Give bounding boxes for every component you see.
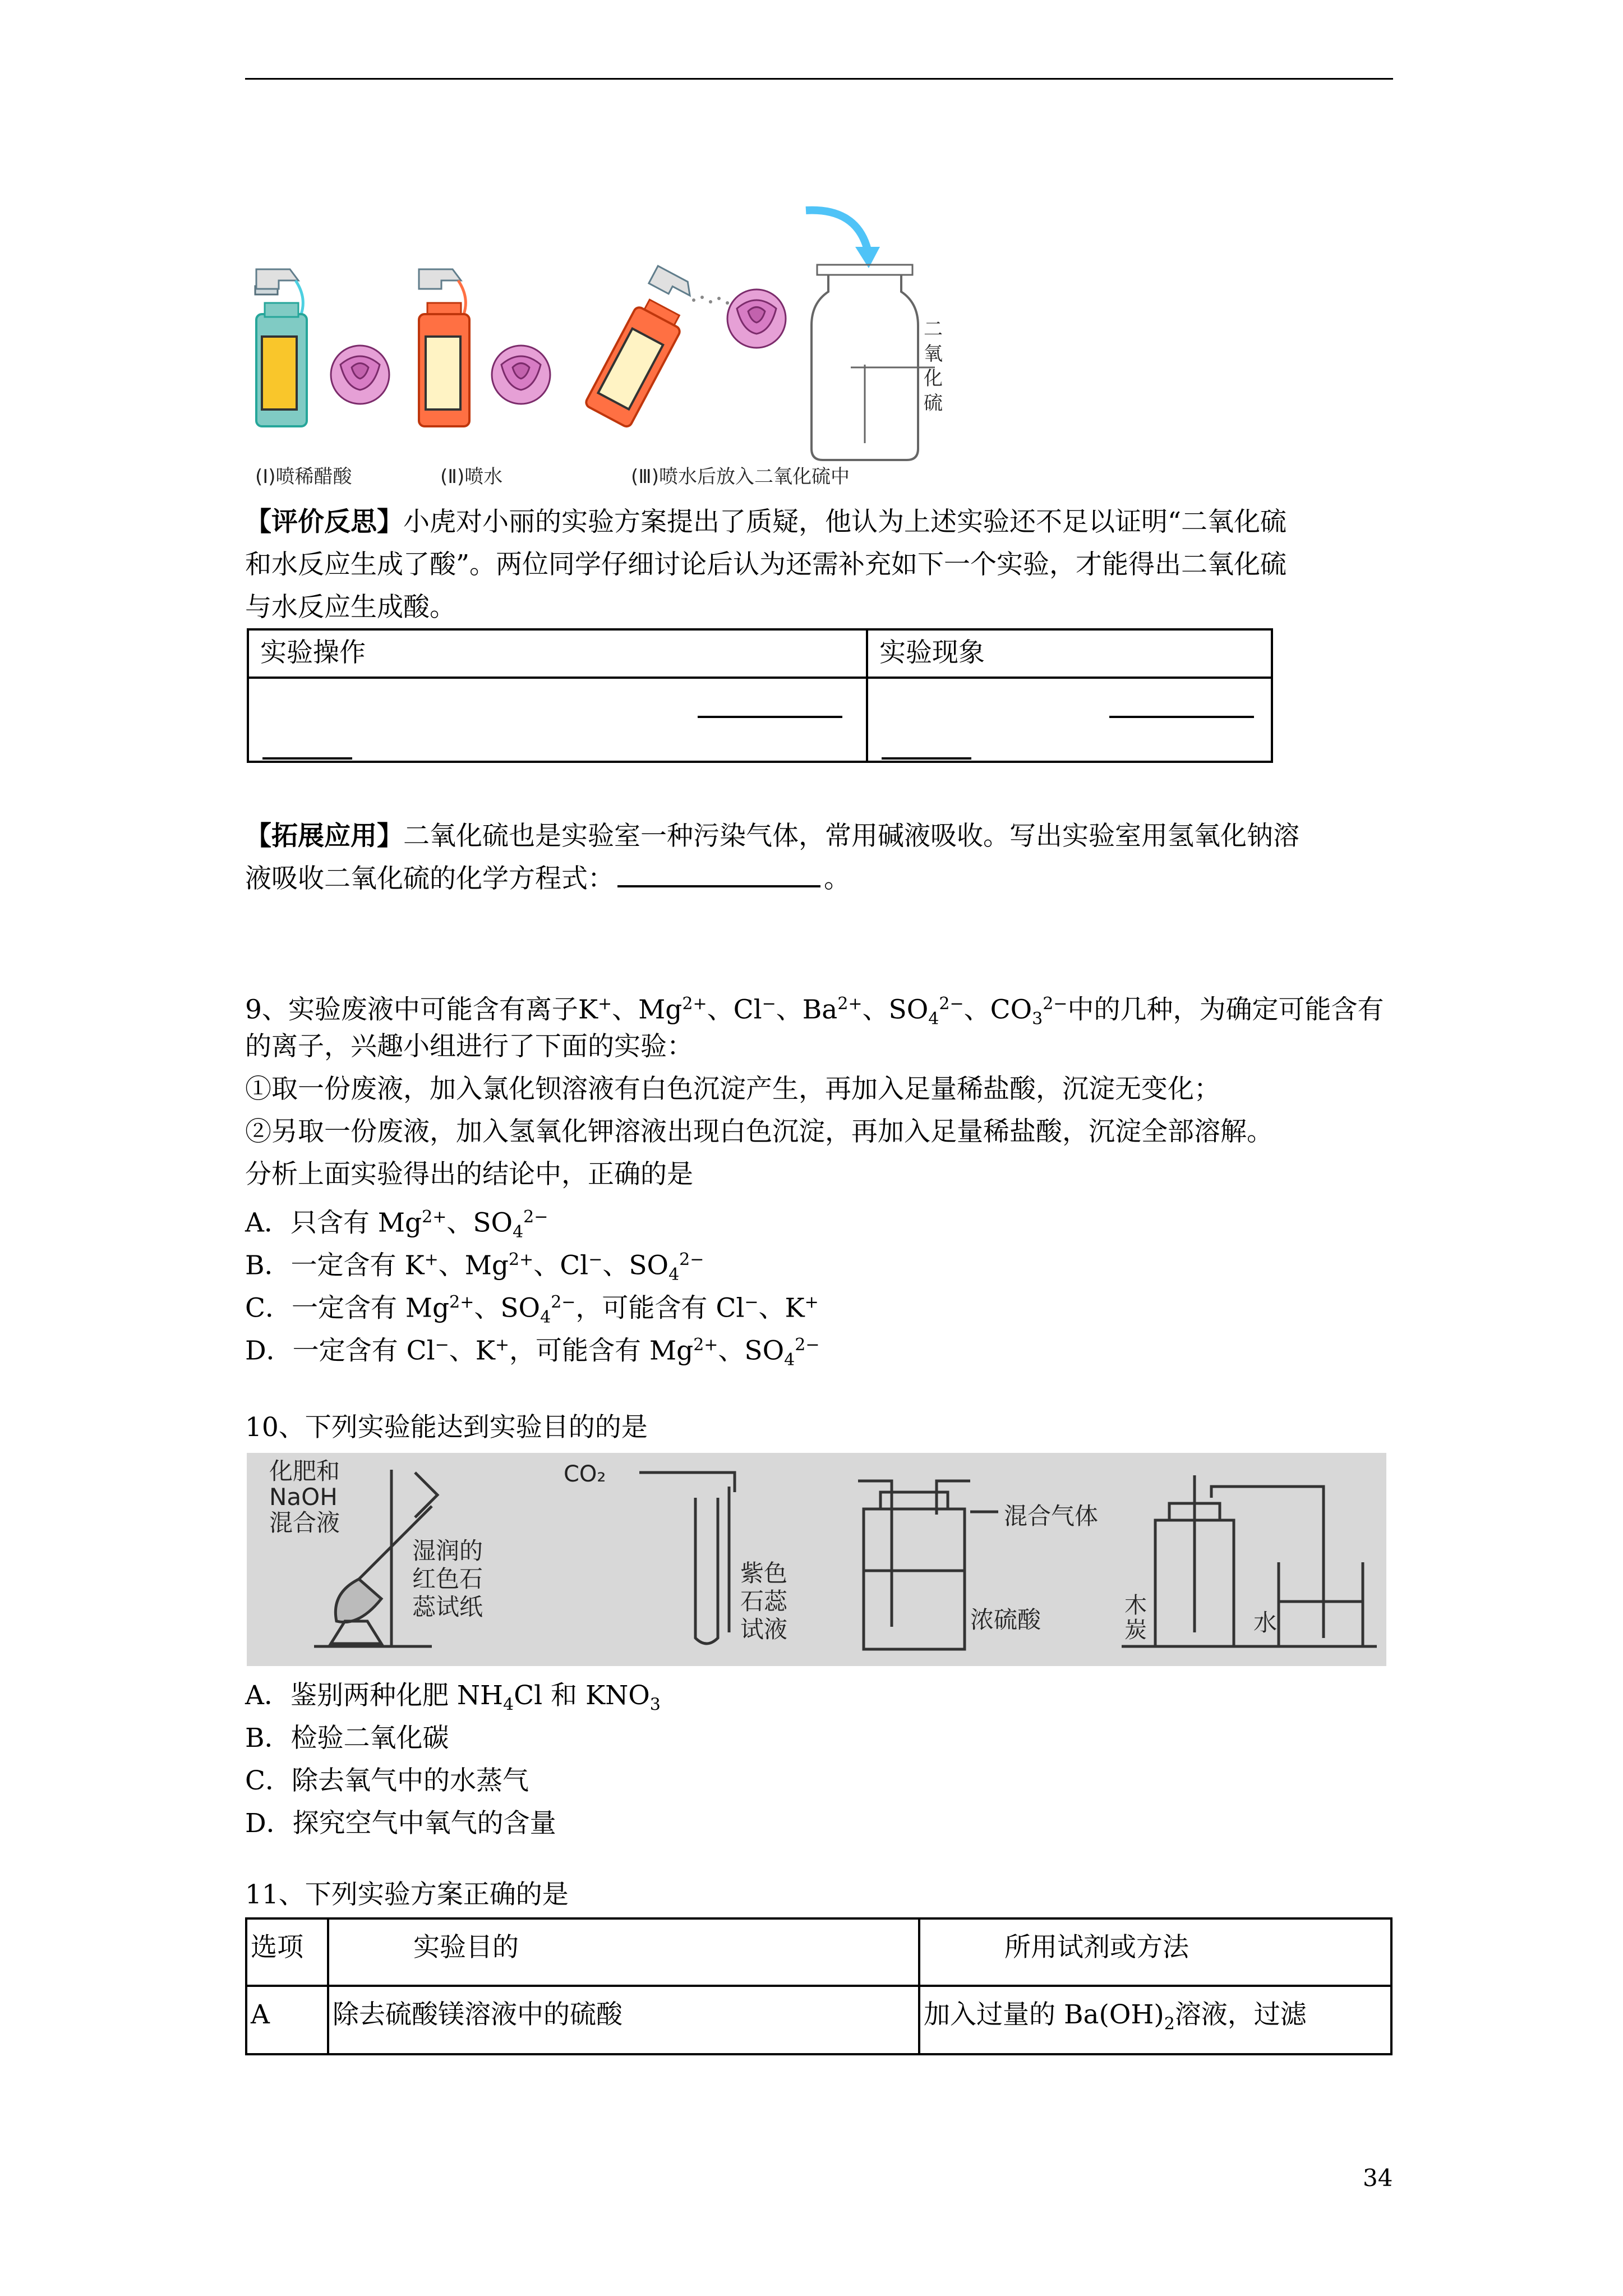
figure-caption-3: (Ⅲ)喷水后放入二氧化硫中 (631, 466, 850, 488)
fig-label-a3: 混合液 (269, 1509, 340, 1536)
fig-label-a (269, 1458, 340, 1536)
reflection-heading: 【评价反思】 (245, 507, 403, 537)
answer-blank[interactable] (1109, 716, 1254, 718)
q11-table (245, 1917, 1393, 2055)
spray-bottle-3-icon (584, 266, 703, 428)
rose-3-icon (727, 289, 786, 348)
fig-label-a2: NaOH (269, 1483, 338, 1511)
table-header-phenomenon: 实验现象 (867, 629, 1272, 678)
fig-label-wood (1124, 1593, 1147, 1642)
answer-blank[interactable] (698, 716, 842, 718)
fig-label-c3: 试液 (740, 1616, 788, 1643)
fig-label-b2: 红色石 (412, 1565, 483, 1593)
curved-arrow-icon (806, 210, 868, 250)
application-line-1 (245, 815, 1299, 858)
q9-intro-a: 9、实验废液中可能含有离子 (245, 994, 578, 1025)
q11-header-method: 所用试剂或方法 (919, 1918, 1391, 1986)
application-text-2: 液吸收二氧化硫的化学方程式： (245, 863, 614, 894)
q10-option-d[interactable]: D．探究空气中氧气的含量 (245, 1808, 556, 1839)
fig-label-a1: 化肥和 (269, 1457, 340, 1485)
q9-option-d[interactable]: D．一定含有 Cl−、K+，可能含有 $Mg^{2+}$、$SO_4^{2-}$ (245, 1335, 820, 1370)
spray-bottle-1-icon (255, 269, 307, 426)
fig-label-b3: 蕊试纸 (412, 1593, 483, 1621)
fig-label-gas: 混合气体 (1004, 1502, 1099, 1530)
q11-title: 11、下列实验方案正确的是 (245, 1879, 569, 1910)
fig-label-co2: CO₂ (564, 1461, 606, 1487)
q10-title: 10、下列实验能达到实验目的的是 (245, 1412, 648, 1443)
reflection-table (247, 628, 1273, 763)
q9-option-a-label: A．只含有 (245, 1207, 370, 1239)
rose-2-icon (492, 346, 550, 404)
fig-label-c1: 紫色 (740, 1559, 788, 1587)
gas-jar-icon (811, 265, 935, 460)
reflection-line-3: 与水反应生成酸。 (245, 592, 456, 623)
figure-caption-1: (Ⅰ)喷稀醋酸 (255, 466, 352, 488)
test-tube-icon (639, 1473, 735, 1644)
header-rule (245, 78, 1393, 80)
answer-blank[interactable] (262, 757, 352, 760)
q10-option-a-label: A．鉴别两种化肥 (245, 1680, 457, 1711)
q9-option-c-label: C．一定含有 (245, 1292, 397, 1324)
reflection-text-1: 小虎对小丽的实验方案提出了质疑，他认为上述实验还不足以证明“二氧化硫 (403, 507, 1287, 537)
fig-label-acid: 浓硫酸 (970, 1606, 1041, 1634)
q11-row-option: A (246, 1986, 328, 2054)
fig-label-wood1: 木 (1124, 1593, 1147, 1618)
q9-question: 分析上面实验得出的结论中，正确的是 (245, 1159, 693, 1190)
spray-bottles-figure (245, 196, 974, 488)
q9-intro-b: 中的几种，为确定可能含有 (1067, 994, 1384, 1025)
application-line-2 (245, 858, 850, 900)
q11-header-option: 选项 (246, 1918, 328, 1986)
q9-line-1: 9、实验废液中可能含有离子K+、$Mg^{2+}$、Cl−、$Ba^{2+}$、$SO_4^{2-}$、$CO_3^{2-}$中的几种，为确定可能含有 (245, 994, 1384, 1029)
q10-option-a-mid: 和 (542, 1680, 585, 1711)
q11-row-goal: 除去硫酸镁溶液中的硫酸 (328, 1986, 919, 2054)
equation-blank[interactable] (617, 885, 820, 887)
application-end: 。 (824, 863, 850, 894)
phenomenon-answer-cell (867, 678, 1272, 762)
q9-option-b-label: B．一定含有 (245, 1250, 396, 1281)
q9-option-c[interactable]: C．一定含有 $Mg^{2+}$、$SO_4^{2-}$，可能含有 Cl−、K+ (245, 1292, 819, 1328)
q11-row-method-a: 加入过量的 Ba(OH) (924, 1999, 1164, 2030)
operation-answer-cell (248, 678, 867, 762)
q11-row-method-b: 溶液，过滤 (1174, 1999, 1307, 2030)
q9-option-c-mid: ，可能含有 (575, 1292, 708, 1324)
q9-step-2: ②另取一份废液，加入氢氧化钾溶液出现白色沉淀，再加入足量稀盐酸，沉淀全部溶解。 (245, 1116, 1273, 1147)
table-header-operation: 实验操作 (248, 629, 867, 678)
q9-option-d-mid: ，可能含有 (509, 1335, 642, 1366)
fig-label-wood2: 炭 (1124, 1617, 1147, 1643)
fig-label-c (740, 1559, 787, 1644)
fig-label-water: 水 (1253, 1609, 1278, 1636)
q9-option-a[interactable]: A．只含有 $Mg^{2+}$、$SO_4^{2-}$ (245, 1207, 548, 1243)
q11-header-goal: 实验目的 (328, 1918, 919, 1986)
reflection-line-2: 和水反应生成了酸”。两位同学仔细讨论后认为还需补充如下一个实验，才能得出二氧化硫 (245, 549, 1287, 580)
rose-1-icon (331, 346, 389, 404)
spray-bottle-2-icon (419, 269, 469, 426)
answer-blank[interactable] (882, 757, 971, 760)
application-heading: 【拓展应用】 (245, 821, 403, 852)
q9-option-d-label: D．一定含有 (245, 1335, 398, 1366)
q10-option-a[interactable]: A．鉴别两种化肥 $NH_4Cl$ 和 $KNO_3$ (245, 1680, 661, 1715)
fig-label-c2: 石蕊 (740, 1588, 788, 1615)
application-text-1: 二氧化硫也是实验室一种污染气体，常用碱液吸收。写出实验室用氢氧化钠溶 (403, 821, 1299, 852)
q9-step-1: ①取一份废液，加入氯化钡溶液有白色沉淀产生，再加入足量稀盐酸，沉淀无变化； (245, 1074, 1220, 1105)
spray-mist-icon (692, 296, 729, 305)
q10-apparatus-figure (247, 1453, 1386, 1666)
q11-row-method: 加入过量的 $Ba(OH)_2$溶液，过滤 (919, 1986, 1391, 2054)
figure-caption-2: (Ⅱ)喷水 (440, 466, 503, 488)
q9-line-2: 的离子，兴趣小组进行了下面的实验： (245, 1031, 693, 1062)
q9-option-b[interactable]: B．一定含有 K+、$Mg^{2+}$、Cl−、$SO_4^{2-}$ (245, 1250, 704, 1285)
combustion-apparatus-icon (1122, 1475, 1377, 1646)
fig-label-b1: 湿润的 (412, 1537, 483, 1565)
q10-option-b[interactable]: B．检验二氧化碳 (245, 1723, 449, 1754)
page-number: 34 (1363, 2164, 1393, 2192)
jar-label: 二氧化硫 (924, 318, 943, 415)
reflection-line-1 (245, 501, 1287, 544)
fig-label-b (412, 1537, 483, 1621)
q10-option-c[interactable]: C．除去氧气中的水蒸气 (245, 1765, 529, 1796)
